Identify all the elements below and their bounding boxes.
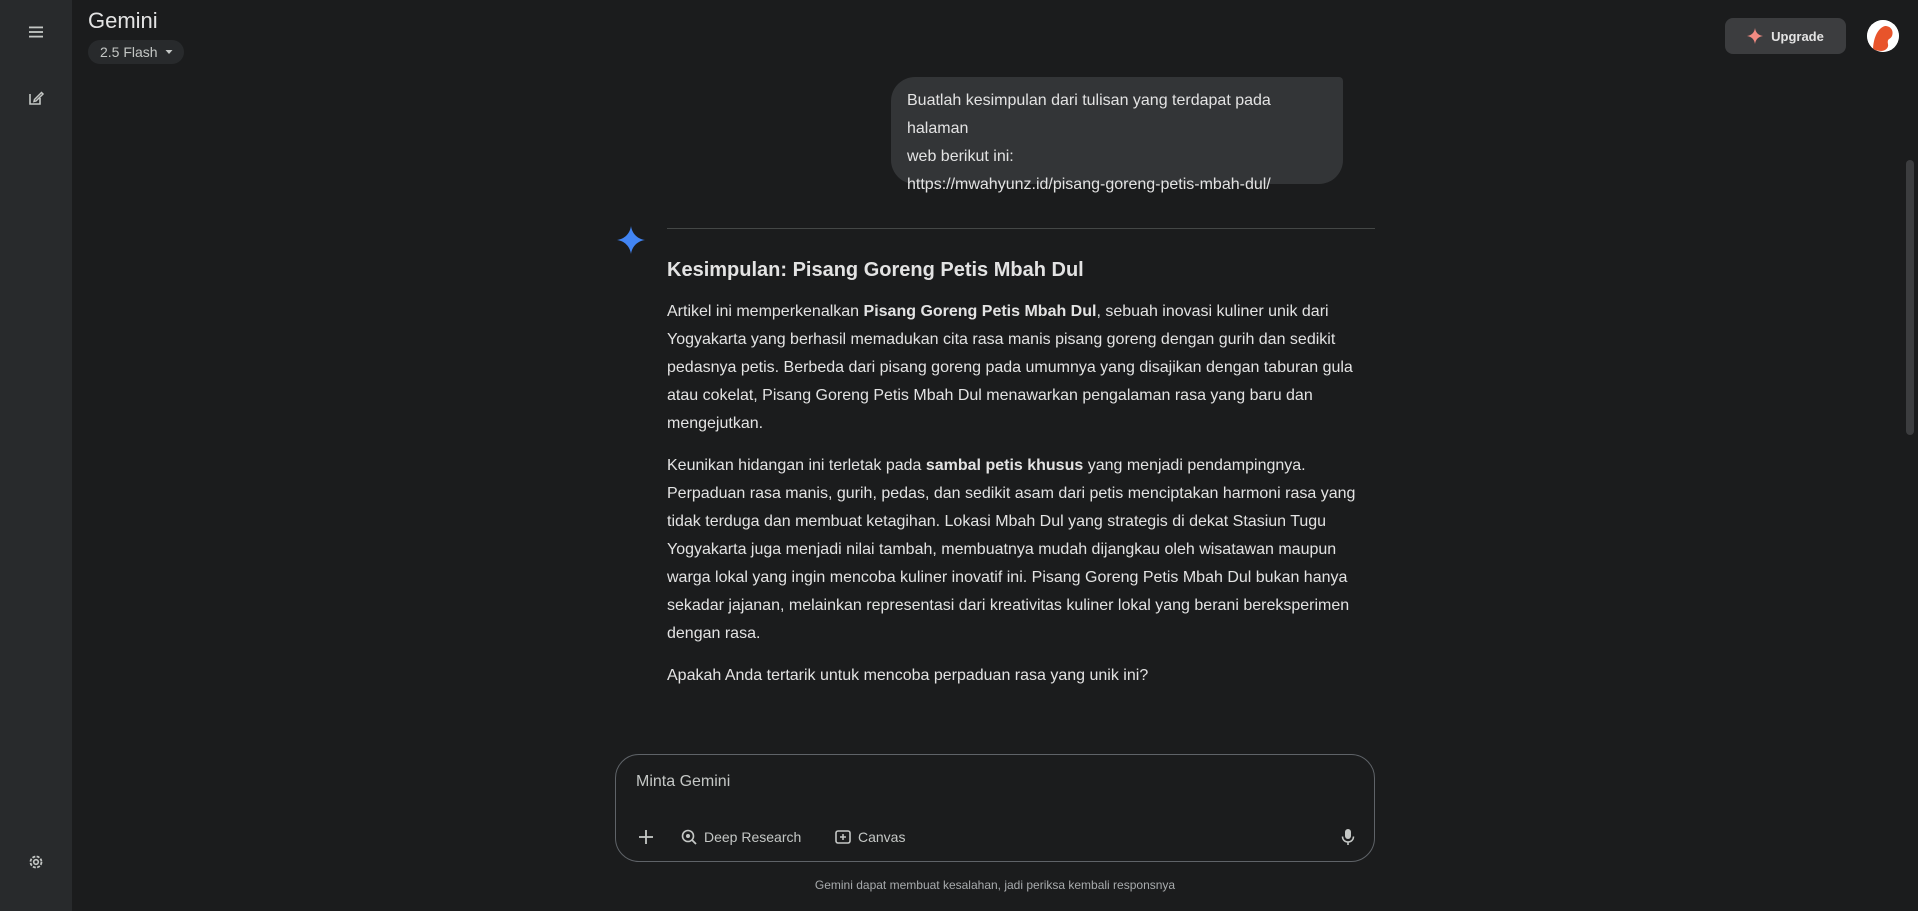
gemini-spark-icon xyxy=(617,226,645,254)
microphone-icon xyxy=(1340,828,1356,846)
gear-icon xyxy=(26,852,46,872)
upgrade-label: Upgrade xyxy=(1771,28,1824,44)
plus-icon xyxy=(637,828,655,846)
model-response xyxy=(667,254,1375,704)
settings-button[interactable] xyxy=(16,842,56,882)
deep-research-button[interactable] xyxy=(680,819,801,855)
deep-research-icon xyxy=(680,828,698,846)
avatar-image-icon xyxy=(1867,20,1899,52)
user-message xyxy=(891,77,1343,193)
disclaimer-text: Gemini dapat membuat kesalahan, jadi periksa kembali responsnya xyxy=(814,878,1176,892)
avatar[interactable] xyxy=(1867,20,1899,52)
canvas-icon xyxy=(834,828,852,846)
model-selector[interactable] xyxy=(88,40,184,64)
microphone-button[interactable] xyxy=(1338,819,1358,855)
menu-icon xyxy=(26,22,46,42)
edit-icon xyxy=(26,88,46,108)
bold-text: Pisang Goreng Petis Mbah Dul xyxy=(863,303,1097,320)
paragraph-text: , sebuah inovasi kuliner unik dari Yogyakarta yang berhasil memadukan cita rasa manis pisang goreng dengan gurih dan sedikit pedasnya petis. Berbeda dari pisang goreng pada umumnya yang disajikan dengan taburan gula atau cokelat, Pisang Goreng Petis Mbah Dul menawarkan pengalaman rasa yang baru dan mengejutkan. xyxy=(667,303,1353,432)
upgrade-button[interactable] xyxy=(1725,18,1846,54)
user-message-line: web berikut ini: xyxy=(907,148,1014,165)
response-divider xyxy=(667,228,1375,229)
side-rail xyxy=(0,0,72,911)
response-paragraph xyxy=(667,452,1375,648)
response-paragraph: Apakah Anda tertarik untuk mencoba perpaduan rasa yang unik ini? xyxy=(667,667,1149,684)
deep-research-label: Deep Research xyxy=(704,829,802,845)
sparkle-icon xyxy=(1747,28,1763,44)
user-message-line: https://mwahyunz.id/pisang-goreng-petis-mbah-dul/ xyxy=(907,176,1271,193)
scrollbar-thumb[interactable] xyxy=(1906,160,1914,435)
user-message-line: Buatlah kesimpulan dari tulisan yang terdapat pada halaman xyxy=(907,92,1271,137)
add-attachment-button[interactable] xyxy=(634,819,658,855)
canvas-label: Canvas xyxy=(858,829,906,845)
response-paragraph xyxy=(667,298,1375,438)
paragraph-text: Keunikan hidangan ini terletak pada xyxy=(667,457,926,474)
prompt-input[interactable]: Minta Gemini xyxy=(636,773,731,790)
paragraph-text: yang menjadi pendampingnya. Perpaduan rasa manis, gurih, pedas, dan sedikit asam dari petis menciptakan harmoni rasa yang tidak terduga dan membuat ketagihan. Lokasi Mbah Dul yang strategis di dekat Stasiun Tugu Yogyakarta juga menjadi nilai tambah, membuatnya mudah dijangkau oleh wisatawan maupun warga lokal yang ingin mencoba kuliner inovatif ini. Pisang Goreng Petis Mbah Dul bukan hanya sekadar jajanan, melainkan representasi dari kreativitas kuliner lokal yang berani bereksperimen dengan rasa. xyxy=(667,457,1356,642)
bold-text: sambal petis khusus xyxy=(925,457,1084,474)
model-label: 2.5 Flash xyxy=(100,44,158,60)
app-title: Gemini xyxy=(88,8,158,33)
canvas-button[interactable] xyxy=(834,819,905,855)
response-heading: Kesimpulan: Pisang Goreng Petis Mbah Dul xyxy=(667,259,1084,281)
caret-down-icon xyxy=(164,47,174,57)
main-menu-button[interactable] xyxy=(16,12,56,52)
new-chat-button[interactable] xyxy=(16,78,56,118)
paragraph-text: Artikel ini memperkenalkan xyxy=(667,303,864,320)
prompt-composer[interactable] xyxy=(615,754,1375,862)
